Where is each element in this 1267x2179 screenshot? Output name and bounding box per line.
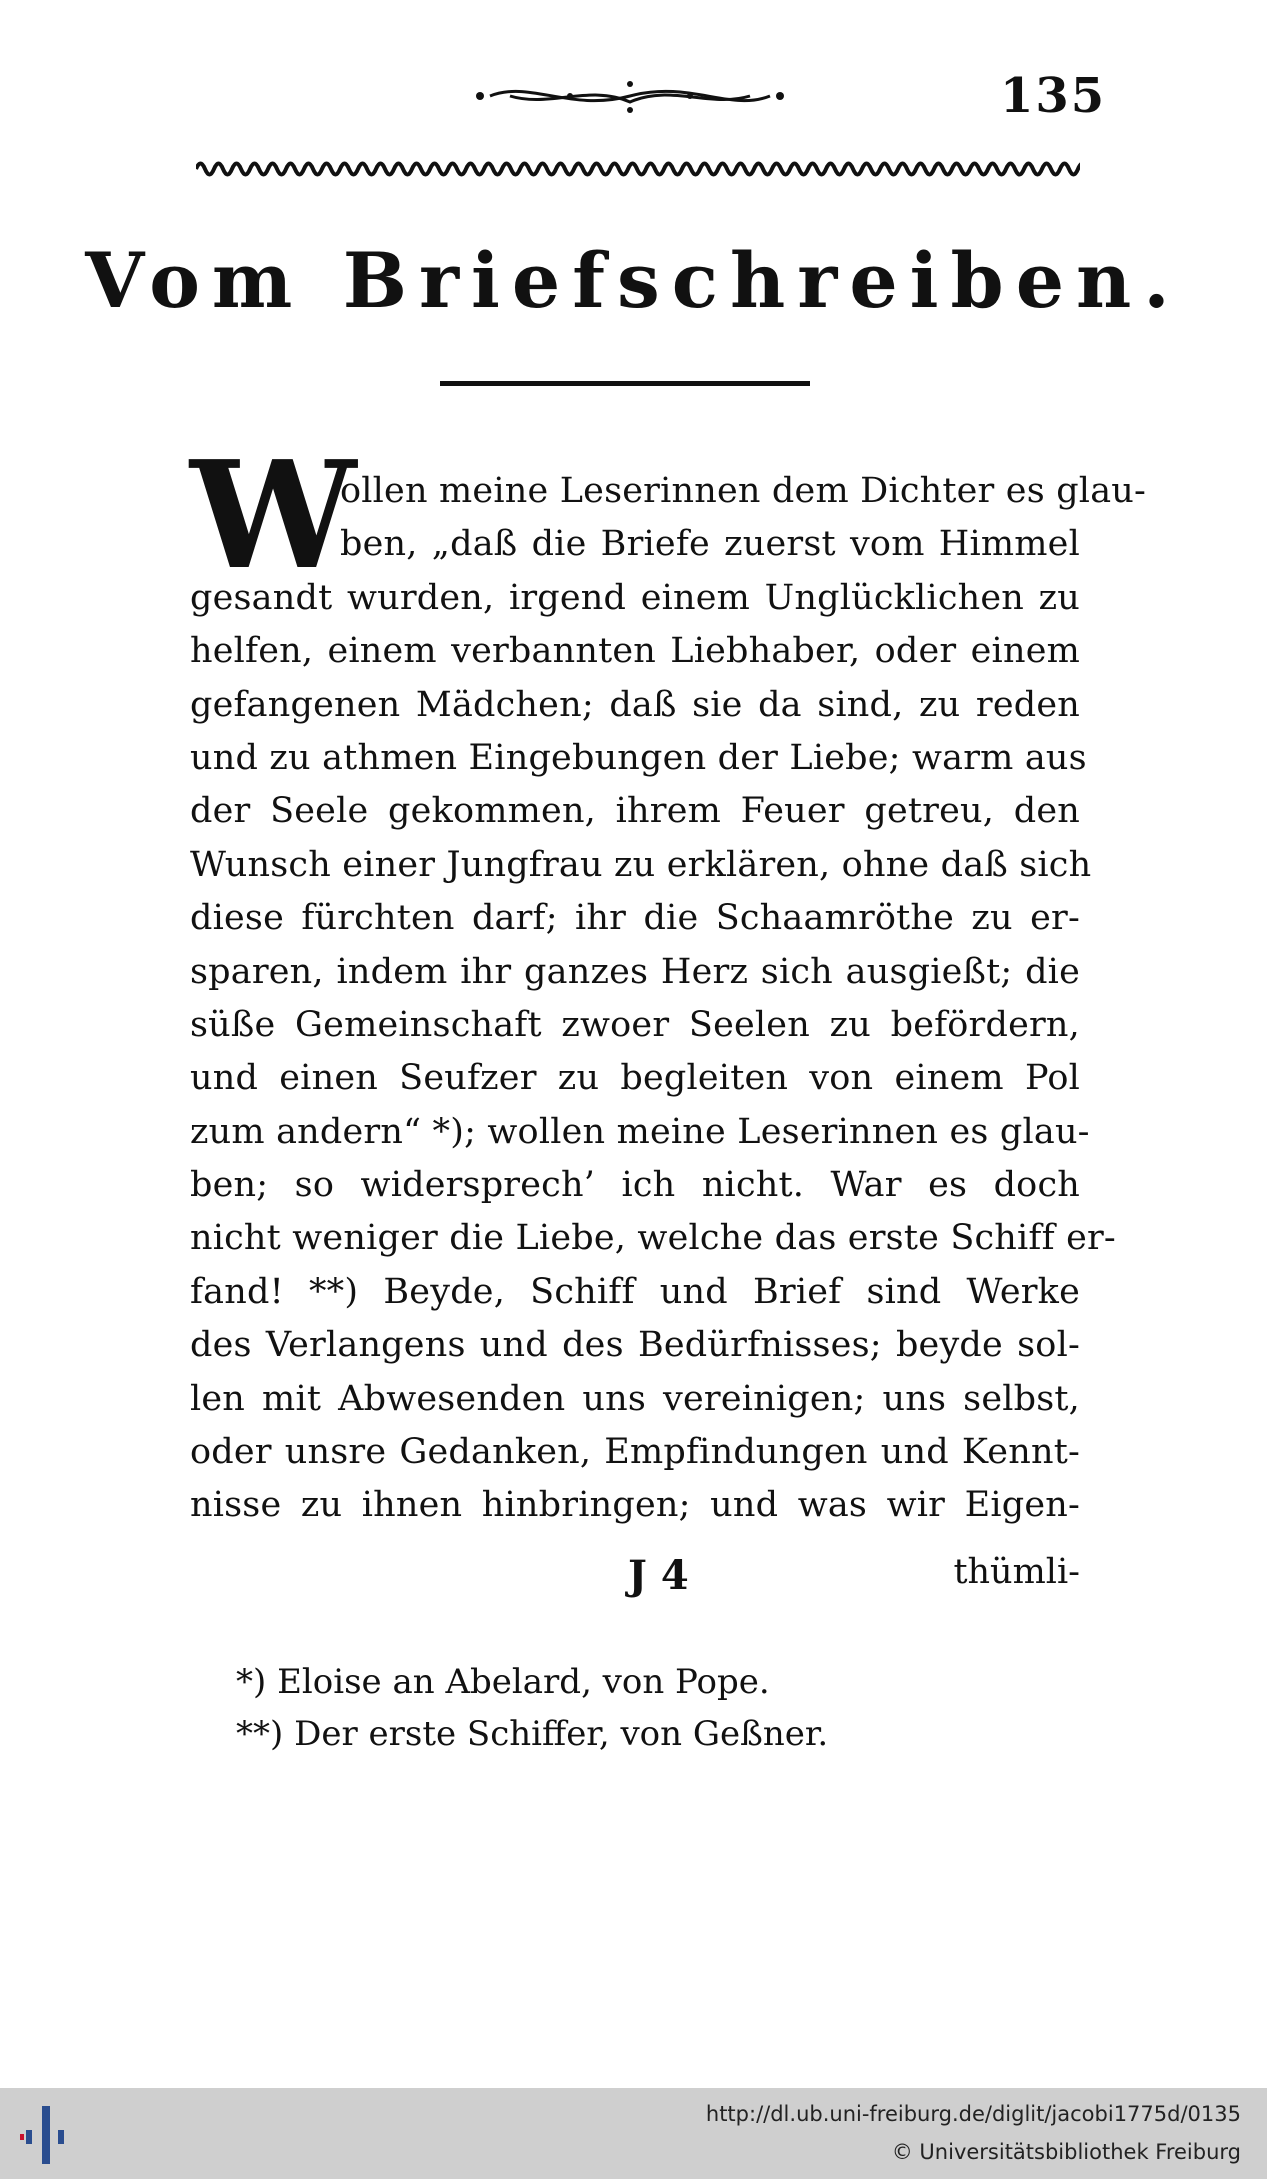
text-line: Wunsch einer Jungfrau zu erklären, ohne daß sich — [190, 844, 1092, 885]
wavy-divider — [196, 152, 1080, 186]
viewer-footer — [0, 2088, 1267, 2179]
text-line: sparen, indem ihr ganzes Herz sich ausgießt; die — [190, 951, 1080, 992]
ornament-flourish — [470, 72, 790, 120]
source-url-link[interactable]: http://dl.ub.uni-freiburg.de/diglit/jacobi1775d/0135 — [705, 2102, 1241, 2126]
footnotes — [236, 1656, 1036, 1760]
text-line: der Seele gekommen, ihrem Feuer getreu, den — [190, 791, 1080, 832]
chapter-title: Vom Briefschreiben. — [85, 236, 1182, 325]
text-line: süße Gemeinschaft zwoer Seelen zu befördern, — [190, 1004, 1080, 1045]
body-text — [190, 465, 1147, 1533]
catchword: thümli- — [953, 1552, 1080, 1592]
text-line: zum andern“ *); wollen meine Leserinnen es glau- — [190, 1111, 1090, 1152]
signature-mark: J 4 — [628, 1552, 689, 1599]
library-logo-icon — [18, 2100, 78, 2170]
text-line: ben, „daß die Briefe zuerst vom Himmel — [340, 524, 1080, 565]
text-line: und zu athmen Eingebungen der Liebe; warm aus — [190, 737, 1087, 778]
text-line: len mit Abwesenden uns vereinigen; uns selbst, — [190, 1378, 1080, 1419]
footnote: **) Der erste Schiffer, von Geßner. — [236, 1714, 829, 1754]
footnote: *) Eloise an Abelard, von Pope. — [236, 1662, 770, 1702]
text-line: fand! **) Beyde, Schiff und Brief sind Werke — [190, 1271, 1080, 1312]
text-line: nisse zu ihnen hinbringen; und was wir Eigen- — [190, 1485, 1080, 1526]
text-line: ollen meine Leserinnen dem Dichter es glau- — [340, 471, 1147, 511]
text-line: oder unsre Gedanken, Empfindungen und Kennt- — [190, 1432, 1080, 1473]
title-underline — [440, 381, 810, 386]
page-number: 135 — [1000, 68, 1107, 124]
signature-row — [190, 1552, 1080, 1612]
drop-cap: W — [190, 428, 357, 602]
text-line: nicht weniger die Liebe, welche das erste Schiff er- — [190, 1218, 1116, 1259]
text-line: gesandt wurden, irgend einem Unglücklichen zu — [190, 577, 1080, 618]
text-line: helfen, einem verbannten Liebhaber, oder einem — [190, 631, 1080, 672]
text-line: und einen Seufzer zu begleiten von einem Pol — [190, 1058, 1080, 1099]
text-line: ben; so widersprech’ ich nicht. War es doch — [190, 1165, 1080, 1206]
text-line: diese fürchten darf; ihr die Schaamröthe zu er- — [190, 898, 1080, 939]
text-line: des Verlangens und des Bedürfnisses; beyde sol- — [190, 1325, 1080, 1366]
text-line: gefangenen Mädchen; daß sie da sind, zu reden — [190, 684, 1080, 725]
copyright-text: © Universitätsbibliothek Freiburg — [891, 2140, 1241, 2164]
